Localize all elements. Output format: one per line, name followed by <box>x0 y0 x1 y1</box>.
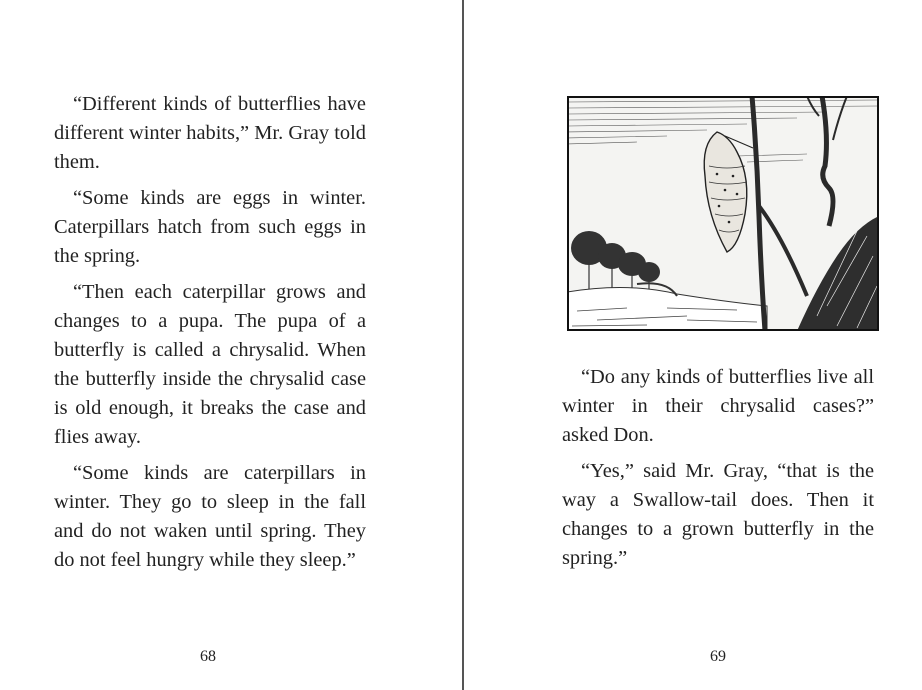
left-page-text <box>54 90 366 582</box>
chrysalis-on-branch-illustration <box>567 96 879 331</box>
paragraph: “Do any kinds of butterflies live all winter in their chrysalid cases?” asked Don. <box>562 366 874 446</box>
page-number-left: 68 <box>200 648 216 665</box>
paragraph: “Different kinds of butterflies have different winter habits,” Mr. Gray told them. <box>54 93 366 173</box>
right-page-text <box>562 363 874 580</box>
page-number-right: 69 <box>710 648 726 665</box>
book-gutter <box>462 0 464 690</box>
paragraph: “Some kinds are caterpillars in winter. They go to sleep in the fall and do not waken until spring. They do not feel hungry while they sleep.” <box>54 462 366 571</box>
paragraph: “Then each caterpillar grows and changes to a pupa. The pupa of a butterfly is called a chrysalid. When the butterfly inside the chrysalid case is old enough, it breaks the case and flies away. <box>54 281 366 448</box>
right-page <box>465 0 922 690</box>
paragraph: “Yes,” said Mr. Gray, “that is the way a Swallow-tail does. Then it changes to a grown butterfly in the spring.” <box>562 460 874 569</box>
paragraph: “Some kinds are eggs in winter. Caterpillars hatch from such eggs in the spring. <box>54 187 366 267</box>
